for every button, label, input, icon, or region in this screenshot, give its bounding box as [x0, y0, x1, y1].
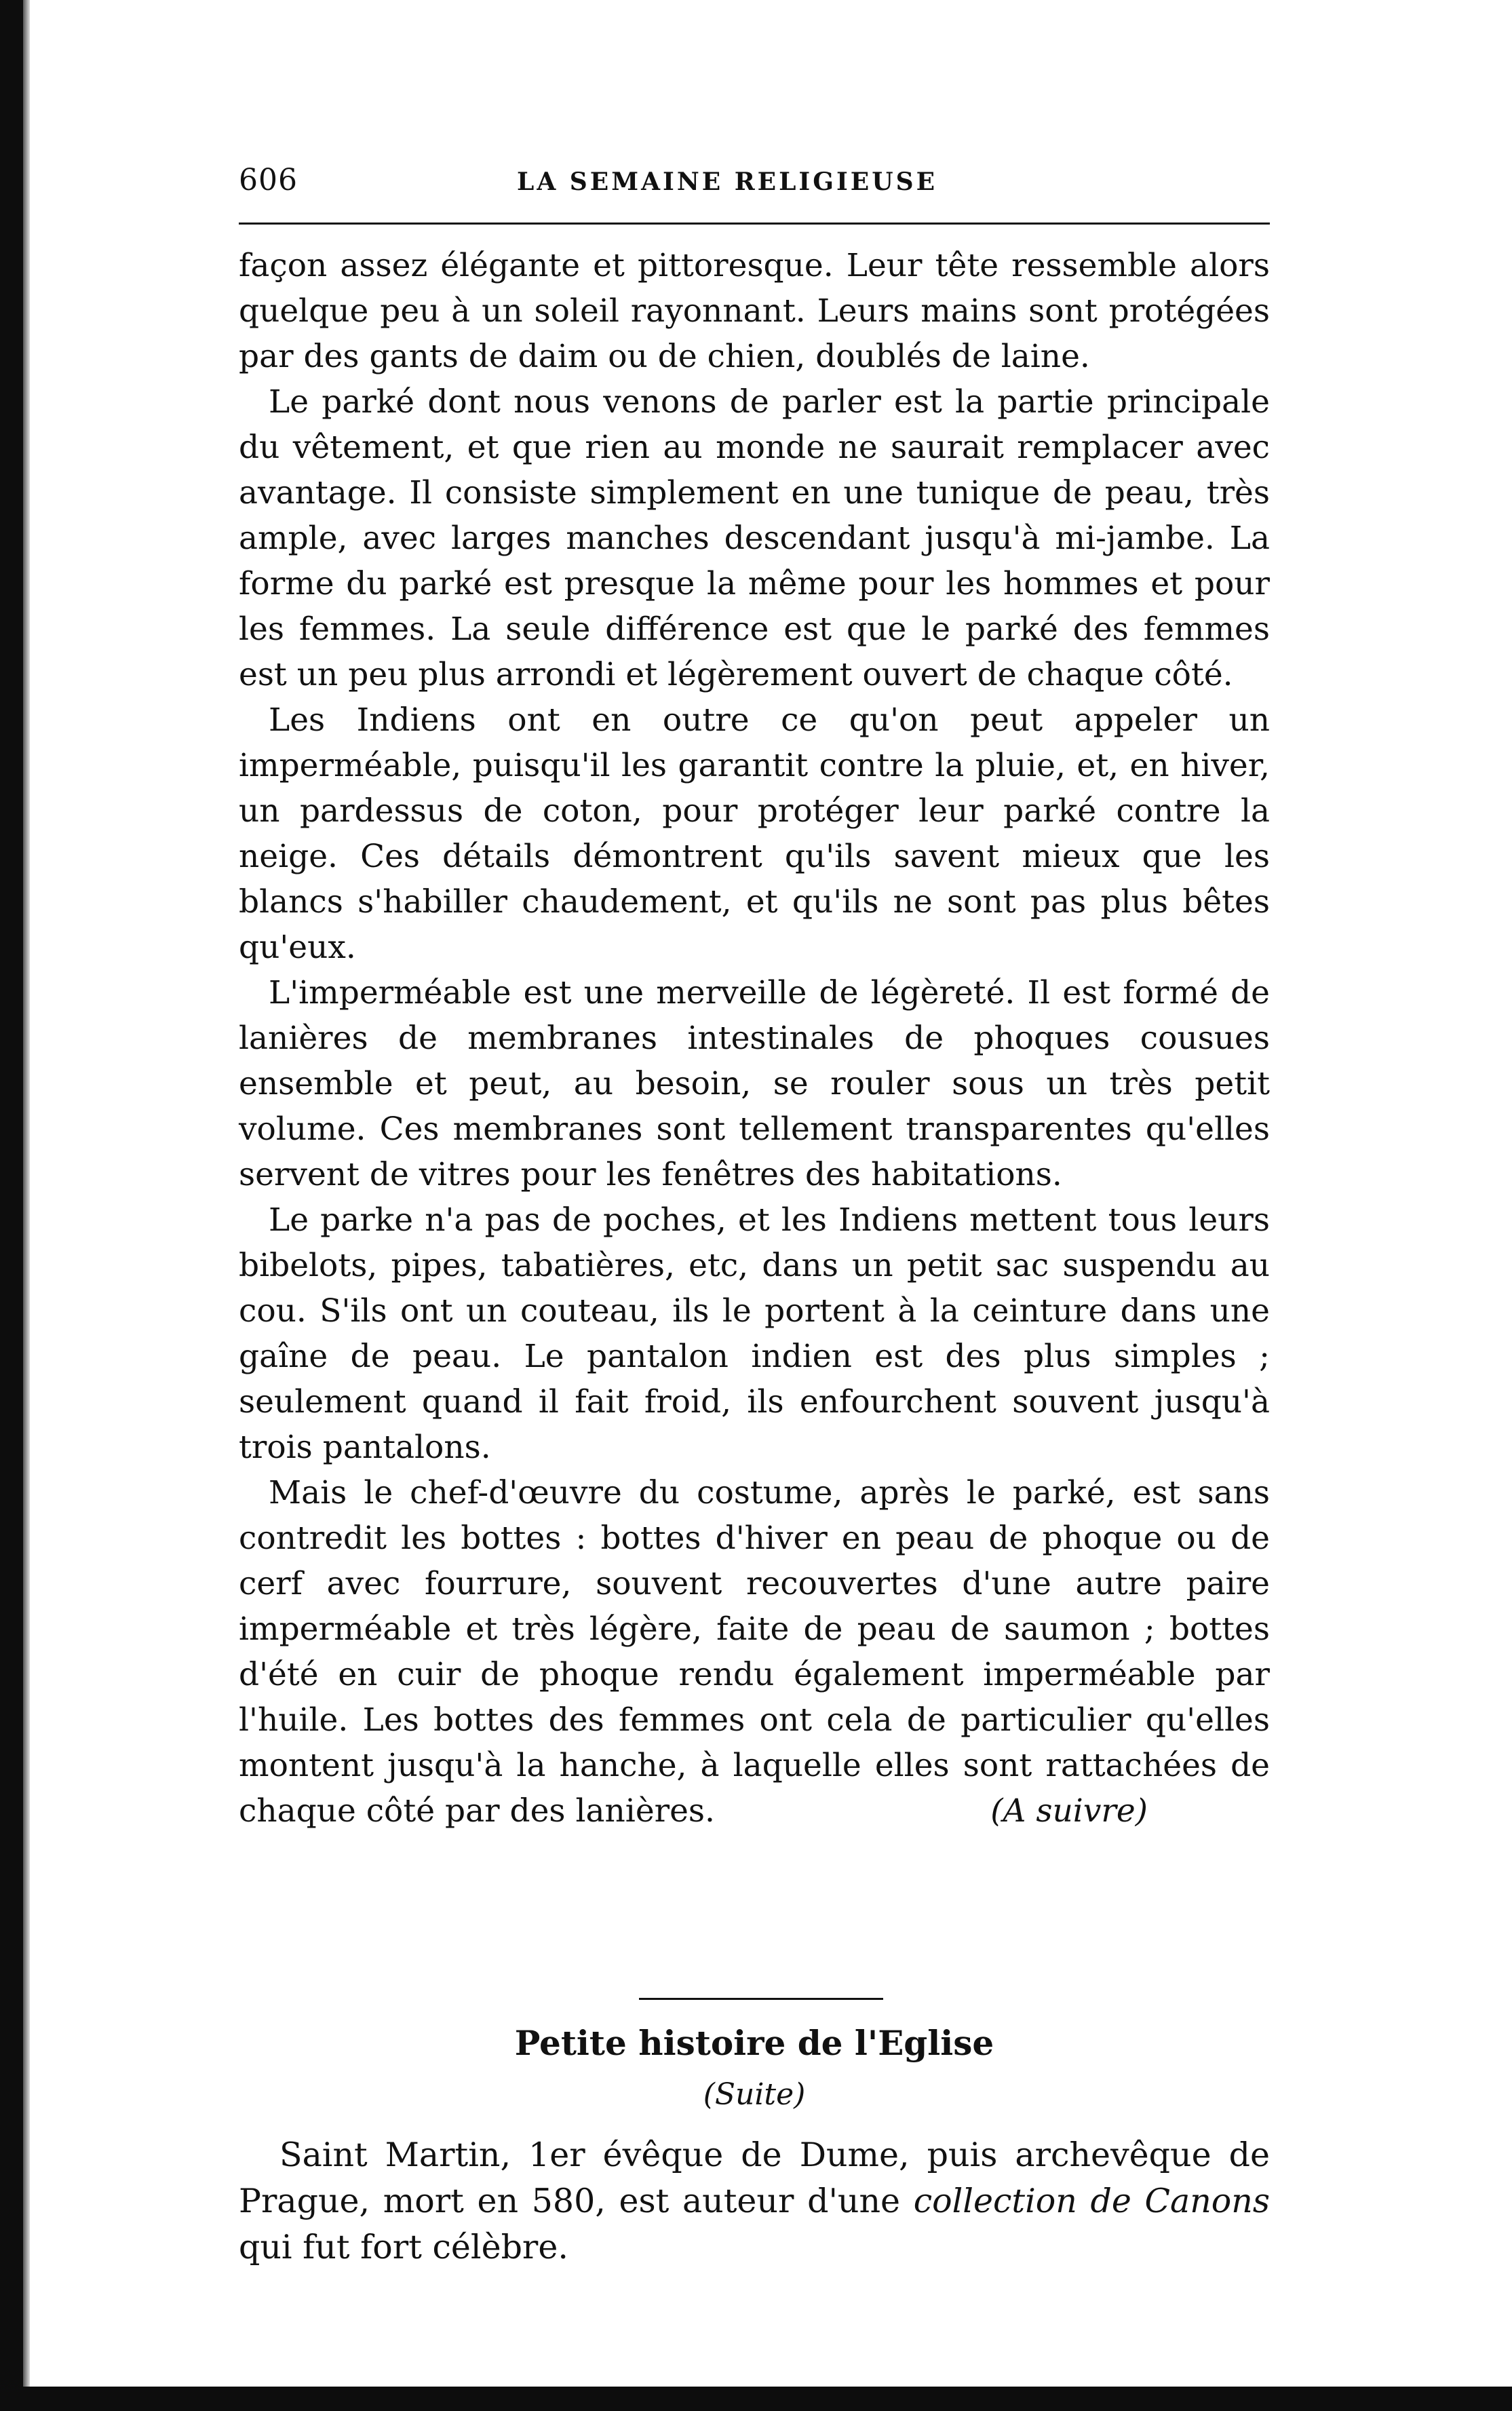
- section-paragraph: [239, 2132, 1270, 2271]
- section-text-italic: collection de Canons: [913, 2182, 1270, 2220]
- paragraph-6: [239, 1470, 1270, 1834]
- section-text-end: qui fut fort célèbre.: [239, 2228, 568, 2267]
- header-rule: [239, 223, 1270, 225]
- section-separator: [639, 1998, 883, 2000]
- article-body: [239, 243, 1270, 1834]
- scan-bottom-edge: [0, 2387, 1512, 2411]
- scan-binding-shadow: [23, 0, 30, 2411]
- running-head: [239, 163, 1270, 204]
- running-title: LA SEMAINE RELIGIEUSE: [517, 168, 938, 196]
- document-page: [239, 163, 1270, 2267]
- paragraph-1: façon assez élégante et pittoresque. Leur tête ressemble alors quelque peu à un soleil rayonnant. Leurs mains sont protégées par des gants de daim ou de chien, doublés de laine.: [239, 247, 1270, 375]
- page-number: 606: [239, 163, 298, 197]
- paragraph-4: L'imperméable est une merveille de légèreté. Il est formé de lanières de membranes intestinales de phoques cousues ensemble et peut, au besoin, se rouler sous un très petit volume. Ces membranes sont tellement transparentes qu'elles servent de vitres pour les fenêtres des habitations.: [239, 974, 1270, 1193]
- section-title: Petite histoire de l'Eglise: [514, 2023, 994, 2063]
- paragraph-5: Le parke n'a pas de poches, et les Indiens mettent tous leurs bibelots, pipes, tabatières, etc, dans un petit sac suspendu au cou. S'ils ont un couteau, ils le portent à la ceinture dans une gaîne de peau. Le pantalon indien est des plus simples ; seulement quand il fait froid, ils enfourchent souvent jusqu'à trois pantalons.: [239, 1201, 1270, 1466]
- section-text-start: Saint Martin, 1er évêque de Dume, puis archevêque de Prague, mort en 580, est auteur d'une: [239, 2136, 1270, 2220]
- to-be-continued: (A suivre): [990, 1792, 1148, 1830]
- section-subtitle: (Suite): [703, 2077, 806, 2112]
- scan-binding-edge: [0, 0, 23, 2411]
- paragraph-2: Le parké dont nous venons de parler est la partie principale du vêtement, et que rien au monde ne saurait remplacer avec avantage. Il consiste simplement en une tunique de peau, très ample, avec larges manches descendant jusqu'à mi-jambe. La forme du parké est presque la même pour les hommes et pour les femmes. La seule différence est que le parké des femmes est un peu plus arrondi et légèrement ouvert de chaque côté.: [239, 383, 1270, 693]
- paragraph-6-text: Mais le chef-d'œuvre du costume, après le parké, est sans contredit les bottes : bottes d'hiver en peau de phoque ou de cerf avec fourrure, souvent recouvertes d'une autre paire imperméable et très légère, faite de peau de saumon ; bottes d'été en cuir de phoque rendu également imperméable par l'huile. Les bottes des femmes ont cela de particulier qu'elles montent jusqu'à la hanche, à laquelle elles sont rattachées de chaque côté par des lanières.: [239, 1474, 1270, 1830]
- paragraph-3: Les Indiens ont en outre ce qu'on peut appeler un imperméable, puisqu'il les garantit contre la pluie, et, en hiver, un pardessus de coton, pour protéger leur parké contre la neige. Ces détails démontrent qu'ils savent mieux que les blancs s'habiller chaudement, et qu'ils ne sont pas plus bêtes qu'eux.: [239, 701, 1270, 966]
